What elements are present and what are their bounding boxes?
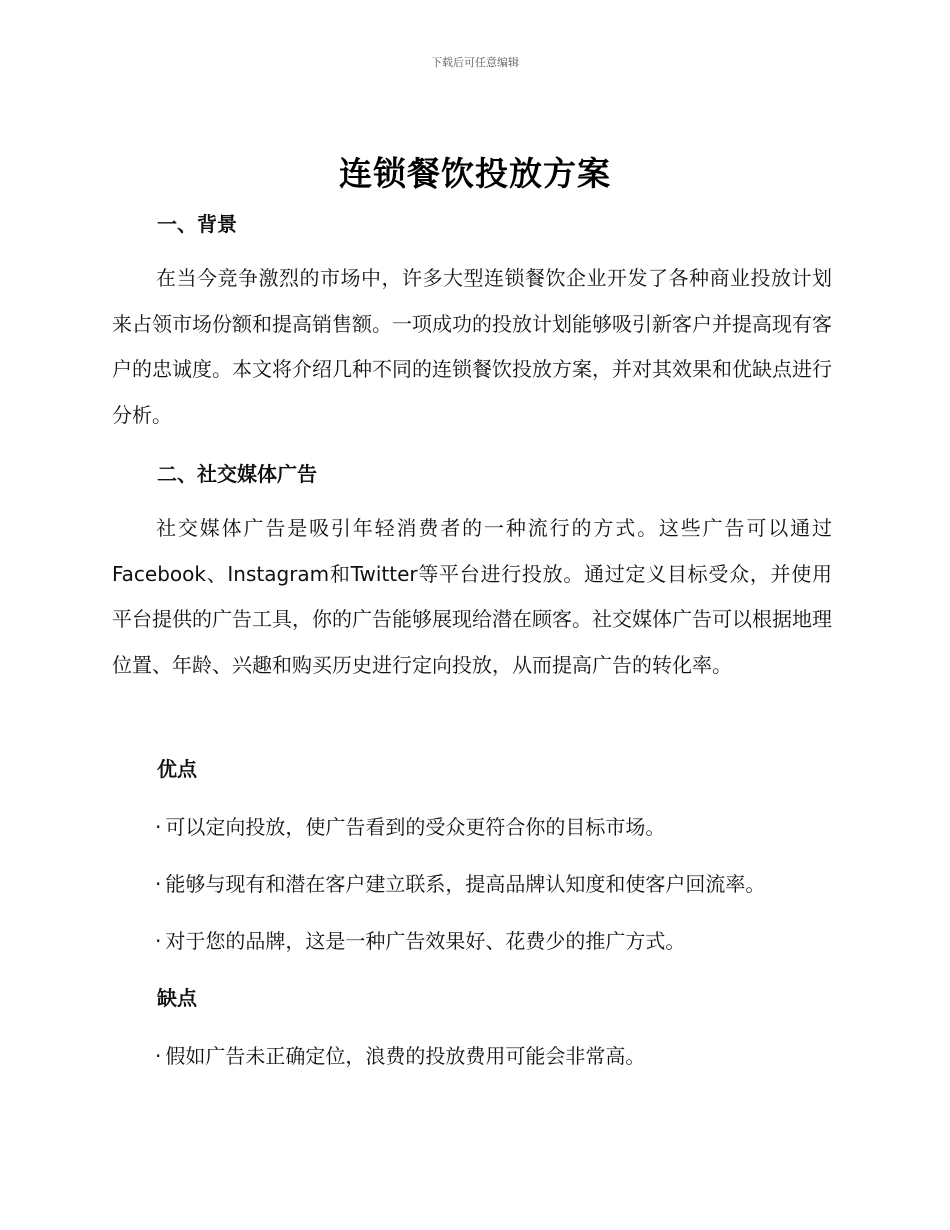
pros-item bbox=[155, 868, 765, 897]
header-note: 下载后可任意编辑 bbox=[431, 56, 519, 69]
bullet-dot-icon: · bbox=[155, 929, 162, 953]
pros-item-text: 可以定向投放，使广告看到的受众更符合你的目标市场。 bbox=[165, 815, 666, 839]
cons-item bbox=[155, 1040, 645, 1069]
section-heading-background: 一、背景 bbox=[157, 212, 237, 236]
pros-item-text: 对于您的品牌，这是一种广告效果好、花费少的推广方式。 bbox=[165, 929, 686, 953]
bullet-dot-icon: · bbox=[155, 872, 162, 896]
pros-item bbox=[155, 925, 685, 954]
cons-heading: 缺点 bbox=[157, 986, 197, 1010]
paragraph-social-media: 社交媒体广告是吸引年轻消费者的一种流行的方式。这些广告可以通过Facebook、Instagram和Twitter等平台进行投放。通过定义目标受众，并使用平台提供的广告工具，你的广告能够展现给潜在顾客。社交媒体广告可以根据地理位置、年龄、兴趣和购买历史进行定向投放，从而提高广告的转化率。 bbox=[112, 516, 832, 677]
pros-heading: 优点 bbox=[157, 757, 197, 781]
bullet-dot-icon: · bbox=[155, 1044, 162, 1068]
section-heading-social-media: 二、社交媒体广告 bbox=[157, 462, 317, 486]
bullet-dot-icon: · bbox=[155, 815, 162, 839]
pros-item-text: 能够与现有和潜在客户建立联系，提高品牌认知度和使客户回流率。 bbox=[165, 872, 766, 896]
paragraph-background: 在当今竞争激烈的市场中，许多大型连锁餐饮企业开发了各种商业投放计划来占领市场份额和提高销售额。一项成功的投放计划能够吸引新客户并提高现有客户的忠诚度。本文将介绍几种不同的连锁餐饮投放方案，并对其效果和优缺点进行分析。 bbox=[112, 266, 832, 427]
pros-item bbox=[155, 811, 665, 840]
document-title: 连锁餐饮投放方案 bbox=[339, 154, 611, 193]
cons-item-text: 假如广告未正确定位，浪费的投放费用可能会非常高。 bbox=[165, 1044, 646, 1068]
